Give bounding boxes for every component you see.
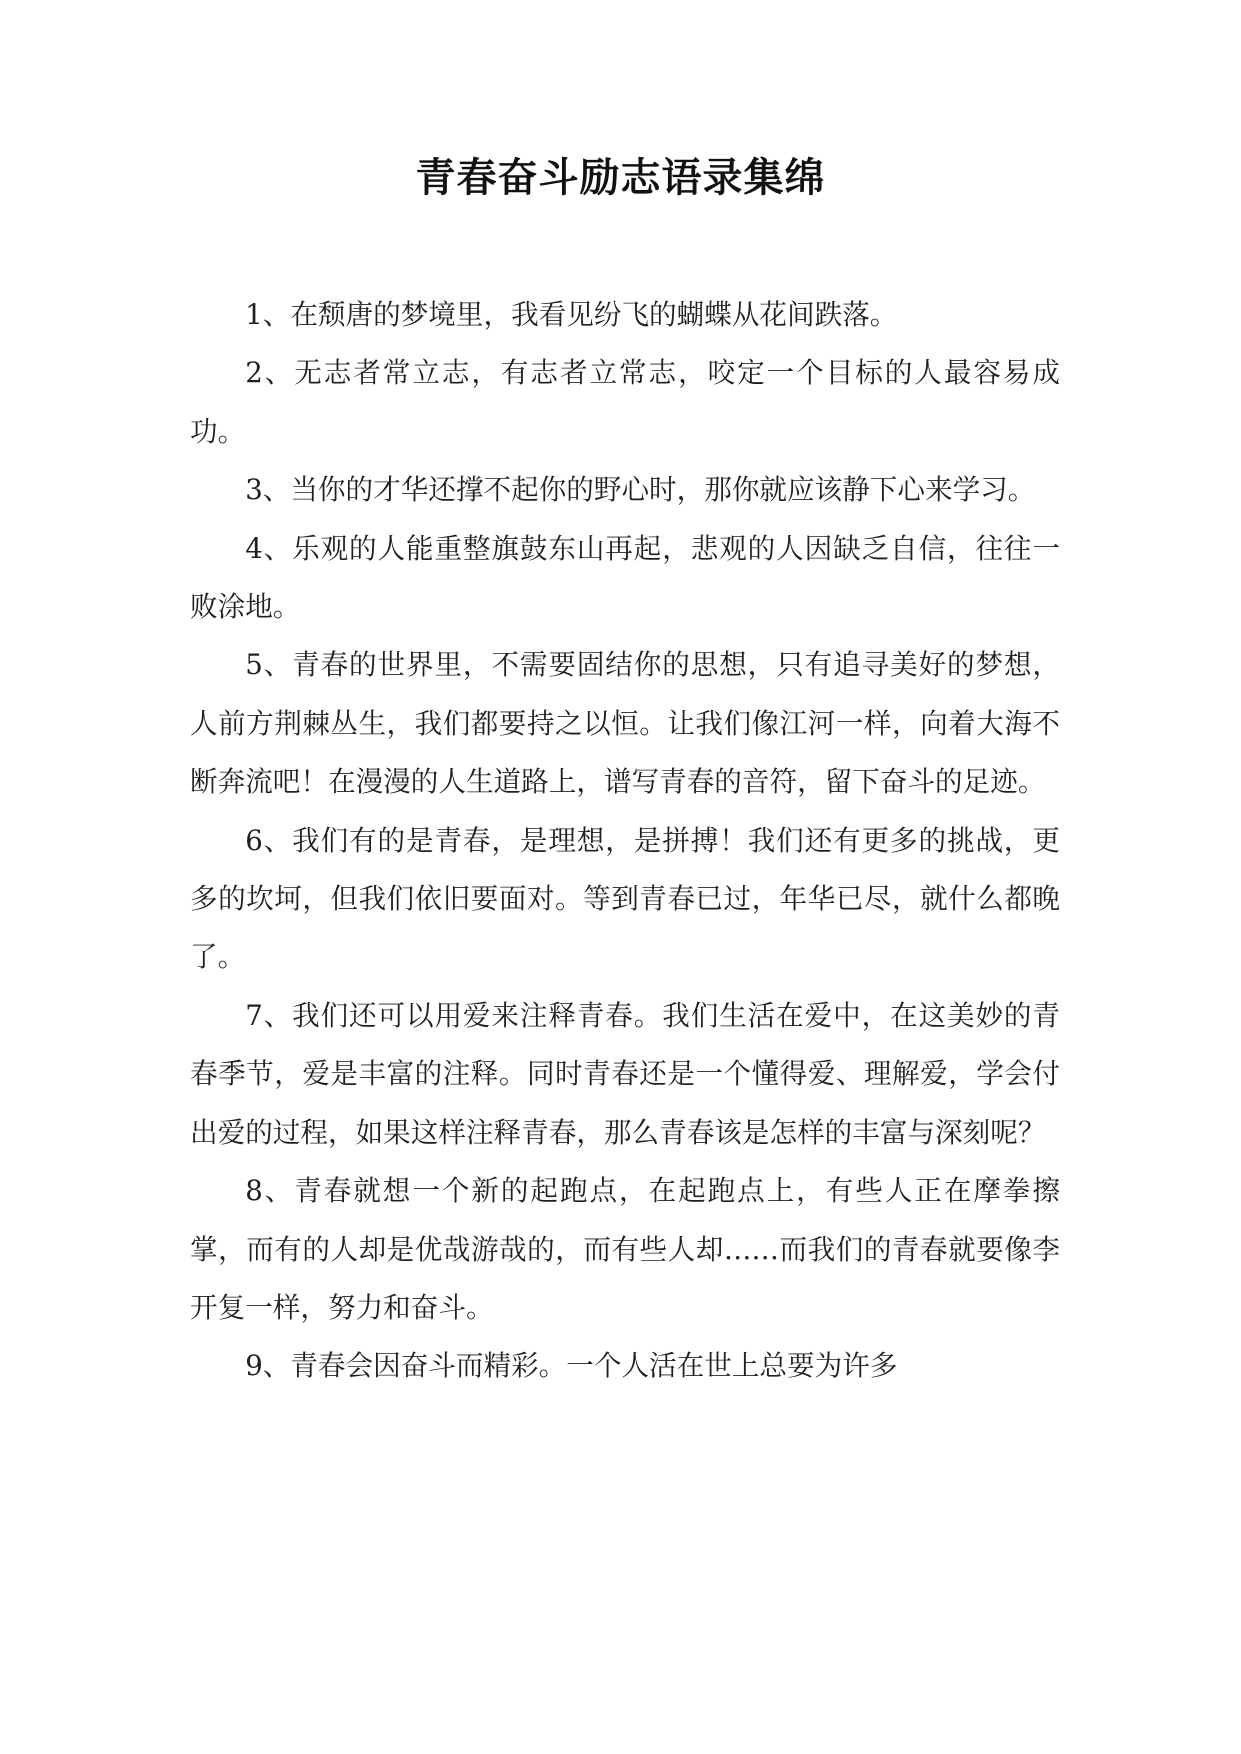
document-title: 青春奋斗励志语录集绵 bbox=[415, 155, 826, 201]
quote-paragraph-3: 3、当你的才华还撑不起你的野心时，那你就应该静下心来学习。 bbox=[245, 473, 1036, 507]
quote-paragraph-2: 2、无志者常立志，有志者立常志，咬定一个目标的人最容易成功。 bbox=[190, 356, 1060, 448]
quote-paragraph-7: 7、我们还可以用爱来注释青春。我们生活在爱中，在这美妙的青春季节，爱是丰富的注释。同时青春还是一个懂得爱、理解爱，学会付出爱的过程，如果这样注释青春，那么青春该是怎样的丰富与深刻呢？ bbox=[190, 998, 1060, 1149]
quote-paragraph-5: 5、青春的世界里，不需要固结你的思想，只有追寻美好的梦想，人前方荆棘丛生，我们都要持之以恒。让我们像江河一样，向着大海不断奔流吧！在漫漫的人生道路上，谱写青春的音符，留下奋斗的足迹。 bbox=[190, 648, 1060, 799]
quote-paragraph-4: 4、乐观的人能重整旗鼓东山再起，悲观的人因缺乏自信，往往一败涂地。 bbox=[190, 531, 1060, 624]
quote-paragraph-9: 9、青春会因奋斗而精彩。一个人活在世上总要为许多 bbox=[245, 1349, 898, 1383]
quote-paragraph-8: 8、青春就想一个新的起跑点，在起跑点上，有些人正在摩拳擦掌，而有的人却是优哉游哉的，而有些人却……而我们的青春就要像李开复一样，努力和奋斗。 bbox=[190, 1174, 1060, 1324]
quote-paragraph-6: 6、我们有的是青春，是理想，是拼搏！我们还有更多的挑战，更多的坎坷，但我们依旧要面对。等到青春已过，年华已尽，就什么都晚了。 bbox=[190, 823, 1060, 974]
quote-paragraph-1: 1、在颓唐的梦境里，我看见纷飞的蝴蝶从花间跌落。 bbox=[245, 298, 898, 331]
document-body bbox=[190, 286, 1060, 1396]
